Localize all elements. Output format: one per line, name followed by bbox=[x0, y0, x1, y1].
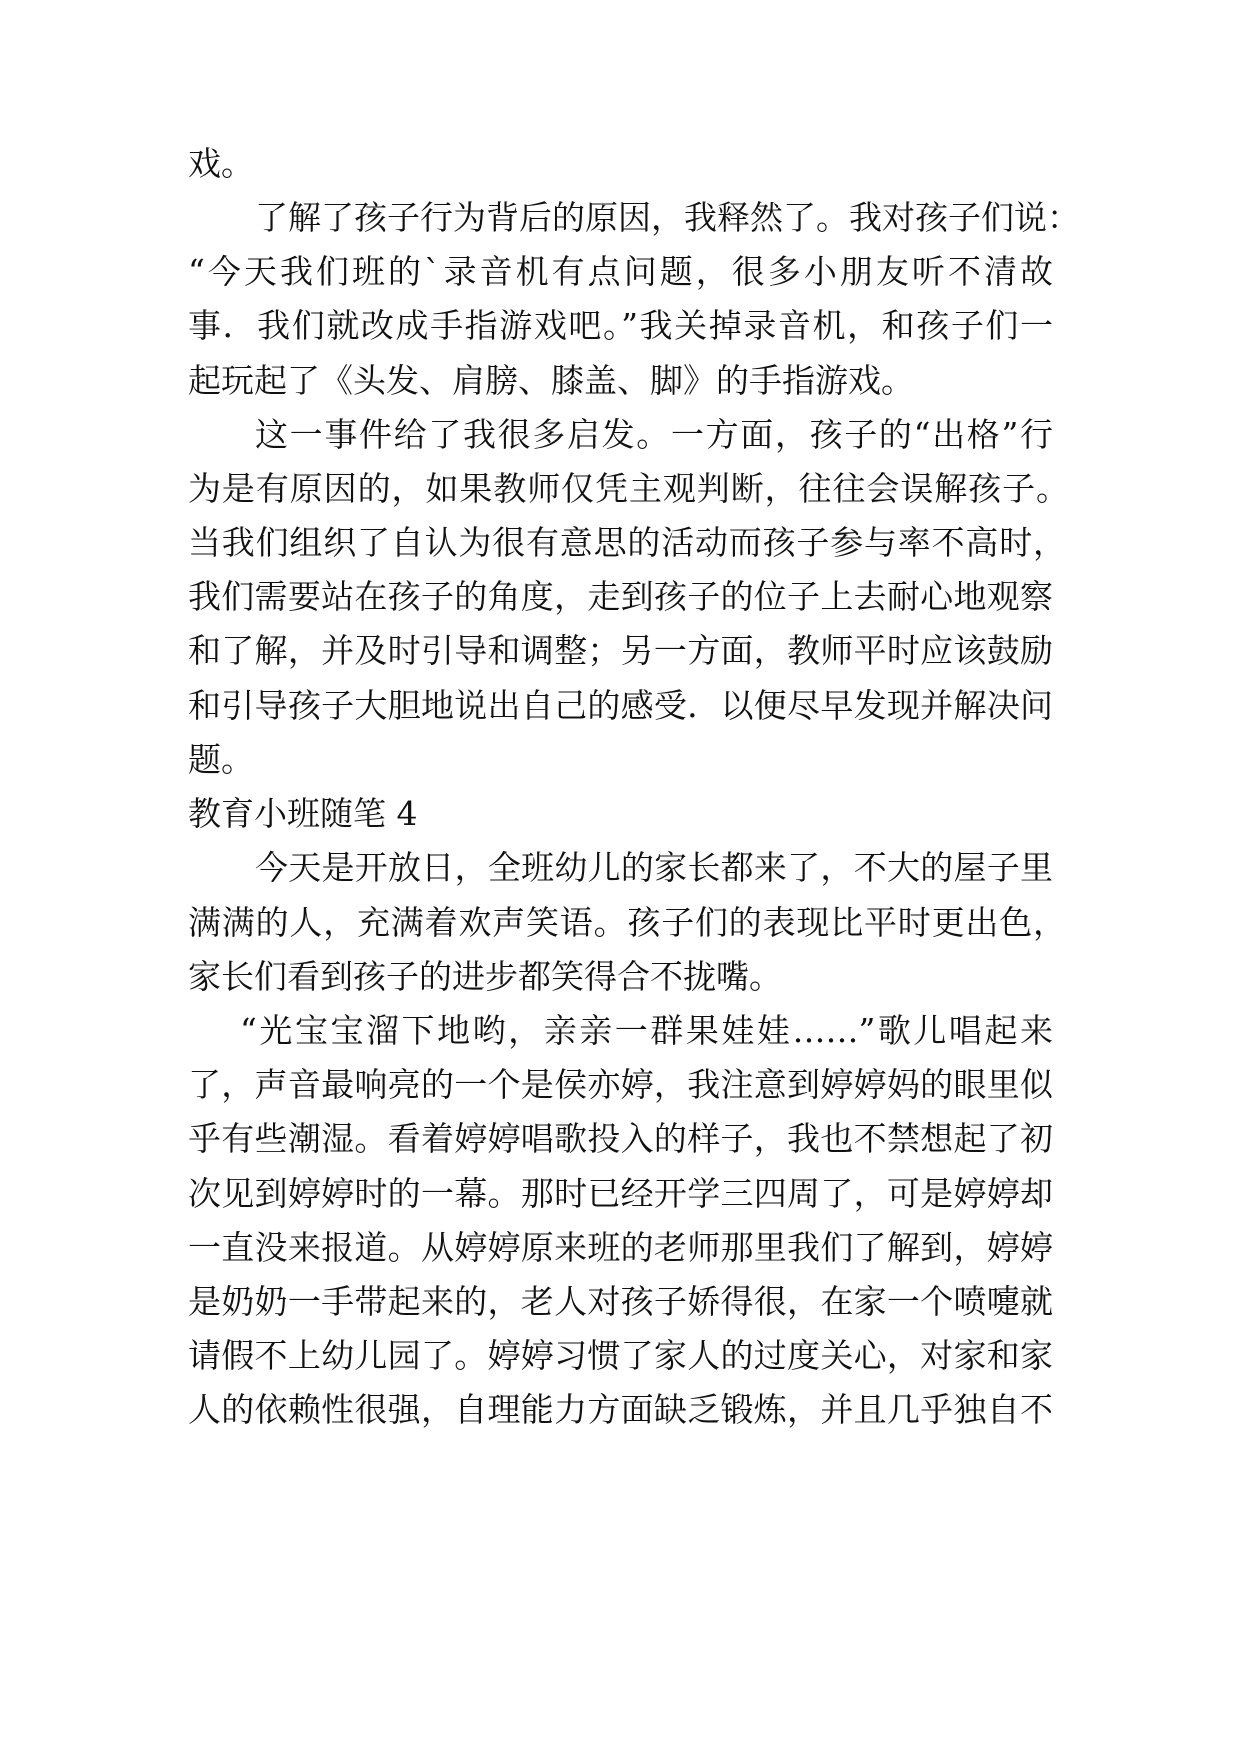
paragraph-line: 事．我们就改成手指游戏吧。”我关掉录音机，和孩子们一 bbox=[188, 306, 1053, 345]
paragraph-line: 我们需要站在孩子的角度，走到孩子的位子上去耐心地观察 bbox=[188, 577, 1053, 616]
paragraph-line: “光宝宝溜下地哟，亲亲一群果娃娃……”歌儿唱起来 bbox=[240, 1011, 1053, 1050]
paragraph-line: 了解了孩子行为背后的原因，我释然了。我对孩子们说： bbox=[255, 198, 1080, 237]
paragraph-line: 一直没来报道。从婷婷原来班的老师那里我们了解到，婷婷 bbox=[188, 1228, 1053, 1267]
paragraph-line: 和了解，并及时引导和调整；另一方面，教师平时应该鼓励 bbox=[188, 631, 1053, 670]
section-heading: 教育小班随笔 4 bbox=[188, 794, 418, 833]
paragraph-line: 了，声音最响亮的一个是侯亦婷，我注意到婷婷妈的眼里似 bbox=[188, 1065, 1053, 1104]
paragraph-line: 为是有原因的，如果教师仅凭主观判断，往往会误解孩子。 bbox=[188, 469, 1069, 508]
paragraph-line: 乎有些潮湿。看着婷婷唱歌投入的样子，我也不禁想起了初 bbox=[188, 1119, 1053, 1158]
paragraph-line: 当我们组织了自认为很有意思的活动而孩子参与率不高时， bbox=[188, 523, 1066, 562]
paragraph-line: 家长们看到孩子的进步都笑得合不拢嘴。 bbox=[188, 957, 782, 996]
text-line: 戏。 bbox=[188, 144, 254, 183]
paragraph-line: 起玩起了《头发、肩膀、膝盖、脚》的手指游戏。 bbox=[188, 361, 914, 400]
paragraph-line: 满满的人，充满着欢声笑语。孩子们的表现比平时更出色， bbox=[188, 903, 1066, 942]
paragraph-line: 题。 bbox=[188, 740, 254, 779]
paragraph-line: 次见到婷婷时的一幕。那时已经开学三四周了，可是婷婷却 bbox=[188, 1174, 1053, 1213]
paragraph-line: 人的依赖性很强，自理能力方面缺乏锻炼，并且几乎独自不 bbox=[188, 1390, 1053, 1429]
paragraph-line: “今天我们班的`录音机有点问题，很多小朋友听不清故 bbox=[188, 252, 1053, 291]
paragraph-line: 今天是开放日，全班幼儿的家长都来了，不大的屋子里 bbox=[255, 848, 1053, 887]
paragraph-line: 这一事件给了我很多启发。一方面，孩子的“出格”行 bbox=[255, 415, 1053, 454]
paragraph-line: 是奶奶一手带起来的，老人对孩子娇得很，在家一个喷嚏就 bbox=[188, 1282, 1053, 1321]
paragraph-line: 请假不上幼儿园了。婷婷习惯了家人的过度关心，对家和家 bbox=[188, 1336, 1053, 1375]
paragraph-line: 和引导孩子大胆地说出自己的感受．以便尽早发现并解决问 bbox=[188, 686, 1053, 725]
